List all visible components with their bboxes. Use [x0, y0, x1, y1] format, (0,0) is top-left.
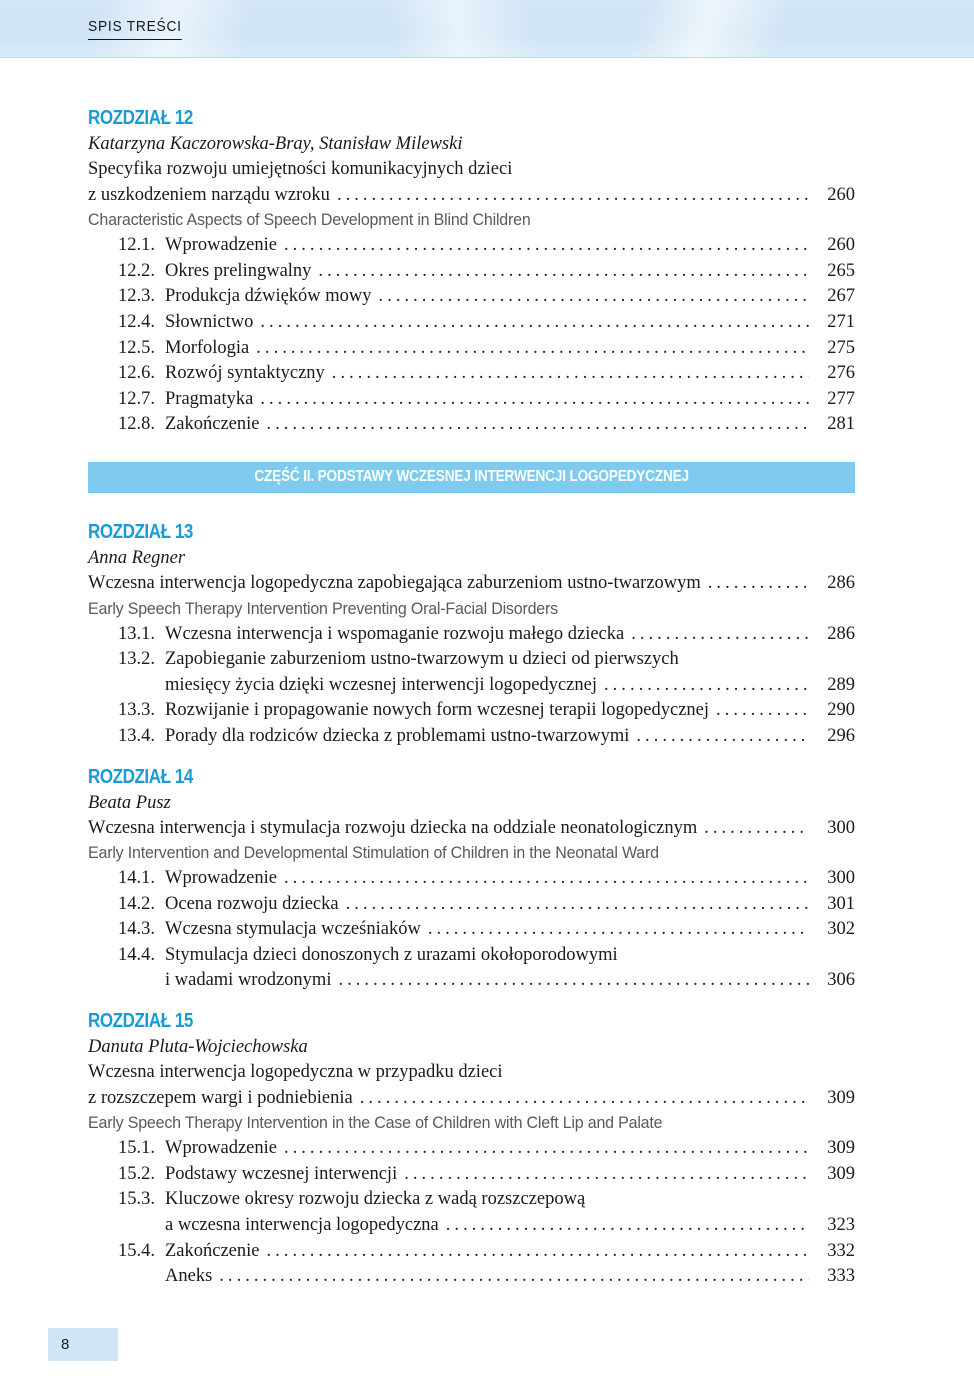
entry-text: miesięcy życia dzięki wczesnej interwencji logopedycznej — [165, 674, 597, 695]
entry-number: 14.1. — [118, 868, 155, 889]
entry-text: Okres prelingwalny — [165, 260, 312, 281]
toc-entry-line — [88, 1187, 855, 1213]
dot-leader — [702, 816, 809, 842]
entry-number: 12.8. — [118, 414, 155, 435]
chapter-subtitle-en: Characteristic Aspects of Speech Development in Blind Children — [88, 211, 531, 230]
page-number: 300 — [827, 817, 855, 838]
entry-number: 12.7. — [118, 388, 155, 409]
toc-entry-line — [88, 284, 855, 310]
entry-number: 15.1. — [118, 1138, 155, 1159]
dot-leader — [282, 233, 809, 259]
page-number: 275 — [827, 337, 855, 358]
entry-text: Wprowadzenie — [165, 868, 277, 889]
chapter-title-line — [88, 571, 855, 597]
toc-entry-line — [88, 698, 855, 724]
chapter-section — [88, 105, 855, 438]
entry-text: Zakończenie — [165, 414, 260, 435]
toc-entry-line — [88, 943, 855, 969]
page-number: 271 — [827, 311, 855, 332]
entry-text: Kluczowe okresy rozwoju dziecka z wadą rozszczepową — [165, 1189, 586, 1210]
chapter-title-line — [88, 183, 855, 209]
chapter-heading: ROZDZIAŁ 13 — [88, 520, 193, 543]
page-number: 309 — [827, 1087, 855, 1108]
toc-entry-line — [88, 361, 855, 387]
page-number: 309 — [827, 1138, 855, 1159]
toc-entry-line — [88, 866, 855, 892]
chapter-authors: Katarzyna Kaczorowska-Bray, Stanisław Milewski — [88, 134, 463, 154]
page-number: 286 — [827, 623, 855, 644]
page-number: 333 — [827, 1266, 855, 1287]
toc-entry-line — [88, 1213, 855, 1239]
chapter-title-line — [88, 157, 855, 183]
toc-entry-line — [88, 1162, 855, 1188]
chapter-title-text: Wczesna interwencja i stymulacja rozwoju dziecka na oddziale neonatologicznym — [88, 817, 698, 838]
chapters-after-banner — [88, 519, 855, 1290]
dot-leader — [316, 259, 809, 285]
entry-text: Aneks — [165, 1266, 213, 1287]
page-number: 265 — [827, 260, 855, 281]
chapter-subtitle-en: Early Intervention and Developmental Stimulation of Children in the Neonatal Ward — [88, 844, 659, 863]
toc-entry-line — [88, 647, 855, 673]
dot-leader — [258, 310, 809, 336]
toc-entry-line — [88, 968, 855, 994]
page-number: 260 — [827, 184, 855, 205]
entry-number: 14.2. — [118, 893, 155, 914]
toc-entry-line — [88, 892, 855, 918]
toc-entry-line — [88, 1239, 855, 1265]
page-number: 323 — [827, 1215, 855, 1236]
dot-leader — [377, 284, 809, 310]
chapter-heading: ROZDZIAŁ 12 — [88, 107, 193, 129]
chapter-subtitle-en: Early Speech Therapy Intervention Preventing Oral-Facial Disorders — [88, 599, 558, 618]
chapter-title-text: Specyfika rozwoju umiejętności komunikacyjnych dzieci — [88, 159, 513, 179]
entry-number: 13.1. — [118, 623, 155, 644]
entry-number: 12.6. — [118, 363, 155, 384]
entry-text: Stymulacja dzieci donoszonych z urazami okołoporodowymi — [165, 944, 618, 965]
chapter-subtitle-en: Early Speech Therapy Intervention in the Case of Children with Cleft Lip and Palate — [88, 1114, 663, 1133]
chapter-section — [88, 519, 855, 750]
page-number: 309 — [827, 1163, 855, 1184]
chapter-title-line — [88, 1060, 855, 1086]
entry-text: Wprowadzenie — [165, 235, 277, 256]
entry-text: Słownictwo — [165, 311, 254, 332]
entry-number: 12.1. — [118, 235, 155, 256]
entry-number: 13.2. — [118, 649, 155, 670]
entry-text: Zakończenie — [165, 1240, 260, 1261]
entry-number: 15.4. — [118, 1240, 155, 1261]
chapter-title-text: Wczesna interwencja logopedyczna w przypadku dzieci — [88, 1062, 503, 1083]
dot-leader — [358, 1086, 809, 1112]
toc-entry-line — [88, 917, 855, 943]
page-number: 277 — [827, 388, 855, 409]
toc-entry-line — [88, 412, 855, 438]
chapter-authors: Danuta Pluta-Wojciechowska — [88, 1037, 308, 1058]
page-number: 300 — [827, 868, 855, 889]
toc-entry-line — [88, 233, 855, 259]
part-banner-label: CZĘŚĆ II. PODSTAWY WCZESNEJ INTERWENCJI LOGOPEDYCZNEJ — [254, 468, 689, 486]
entry-text: Wczesna stymulacja wcześniaków — [165, 919, 421, 940]
entry-number: 13.3. — [118, 700, 155, 721]
entry-number: 12.5. — [118, 337, 155, 358]
toc-entry-line — [88, 387, 855, 413]
page-number: 289 — [827, 674, 855, 695]
page-number: 301 — [827, 893, 855, 914]
entry-text: Rozwój syntaktyczny — [165, 363, 325, 384]
page-number: 281 — [827, 414, 855, 435]
entry-text: Porady dla rodziców dziecka z problemami ustno-twarzowymi — [165, 725, 630, 746]
chapter-title-text: z uszkodzeniem narządu wzroku — [88, 184, 330, 205]
page-number: 286 — [827, 572, 855, 593]
chapter-section — [88, 1008, 855, 1290]
chapter-authors: Beata Pusz — [88, 792, 171, 813]
page-number: 260 — [827, 235, 855, 256]
dot-leader — [265, 412, 810, 438]
page-number: 296 — [827, 725, 855, 746]
entry-number: 15.3. — [118, 1189, 155, 1210]
entry-text: Morfologia — [165, 337, 250, 358]
chapter-title-text: Wczesna interwencja logopedyczna zapobiegająca zaburzeniom ustno-twarzowym — [88, 572, 701, 593]
toc-entry-line — [88, 622, 855, 648]
page-title: SPIS TREŚCI — [88, 18, 182, 40]
entry-number: 12.4. — [118, 311, 155, 332]
toc-entry-line — [88, 259, 855, 285]
chapter-heading: ROZDZIAŁ 15 — [88, 1010, 193, 1033]
entry-text: Pragmatyka — [165, 388, 254, 409]
dot-leader — [336, 968, 809, 994]
entry-number: 13.4. — [118, 725, 155, 746]
dot-leader — [714, 698, 809, 724]
dot-leader — [254, 336, 809, 362]
dot-leader — [706, 571, 809, 597]
page-number: 332 — [827, 1240, 855, 1261]
entry-text: a wczesna interwencja logopedyczna — [165, 1215, 439, 1236]
dot-leader — [282, 1136, 809, 1162]
toc-entry-line — [88, 724, 855, 750]
entry-text: Produkcja dźwięków mowy — [165, 286, 372, 307]
dot-leader — [282, 866, 809, 892]
toc-entry-line — [88, 1264, 855, 1290]
entry-number: 12.2. — [118, 260, 155, 281]
toc-entry-line — [88, 310, 855, 336]
entry-text: Wprowadzenie — [165, 1138, 277, 1159]
dot-leader — [602, 673, 809, 699]
dot-leader — [426, 917, 809, 943]
entry-text: i wadami wrodzonymi — [165, 970, 332, 991]
dot-leader — [330, 361, 809, 387]
page-number: 290 — [827, 700, 855, 721]
chapter-title-text: z rozszczepem wargi i podniebienia — [88, 1087, 353, 1108]
dot-leader — [634, 724, 809, 750]
dot-leader — [265, 1239, 810, 1265]
toc-entry-line — [88, 336, 855, 362]
dot-leader — [335, 183, 809, 209]
entry-text: Wczesna interwencja i wspomaganie rozwoju małego dziecka — [165, 623, 625, 644]
chapter-heading: ROZDZIAŁ 14 — [88, 765, 193, 788]
chapter-authors: Anna Regner — [88, 547, 186, 568]
chapter-section — [88, 764, 855, 995]
entry-number: 12.3. — [118, 286, 155, 307]
chapters-before-banner — [88, 105, 855, 438]
toc-entry-line — [88, 1136, 855, 1162]
entry-number: 14.4. — [118, 944, 155, 965]
entry-text: Zapobieganie zaburzeniom ustno-twarzowym u dzieci od pierwszych — [165, 649, 679, 670]
chapter-title-line — [88, 816, 855, 842]
footer-page-box — [48, 1328, 118, 1361]
chapter-title-line — [88, 1086, 855, 1112]
table-of-contents — [88, 105, 855, 1290]
dot-leader — [402, 1162, 809, 1188]
entry-text: Rozwijanie i propagowanie nowych form wczesnej terapii logopedycznej — [165, 700, 710, 721]
page-number: 267 — [827, 286, 855, 307]
entry-number: 15.2. — [118, 1163, 155, 1184]
dot-leader — [258, 387, 809, 413]
dot-leader — [629, 622, 809, 648]
footer-page-number: 8 — [61, 1336, 70, 1353]
part-banner — [88, 462, 855, 493]
page-number: 306 — [827, 970, 855, 991]
entry-number: 14.3. — [118, 919, 155, 940]
dot-leader — [344, 892, 809, 918]
page-number: 276 — [827, 363, 855, 384]
entry-text: Podstawy wczesnej interwencji — [165, 1163, 398, 1184]
entry-text: Ocena rozwoju dziecka — [165, 893, 339, 914]
page-number: 302 — [827, 919, 855, 940]
dot-leader — [217, 1264, 809, 1290]
header-band — [0, 0, 974, 58]
dot-leader — [444, 1213, 809, 1239]
toc-entry-line — [88, 673, 855, 699]
